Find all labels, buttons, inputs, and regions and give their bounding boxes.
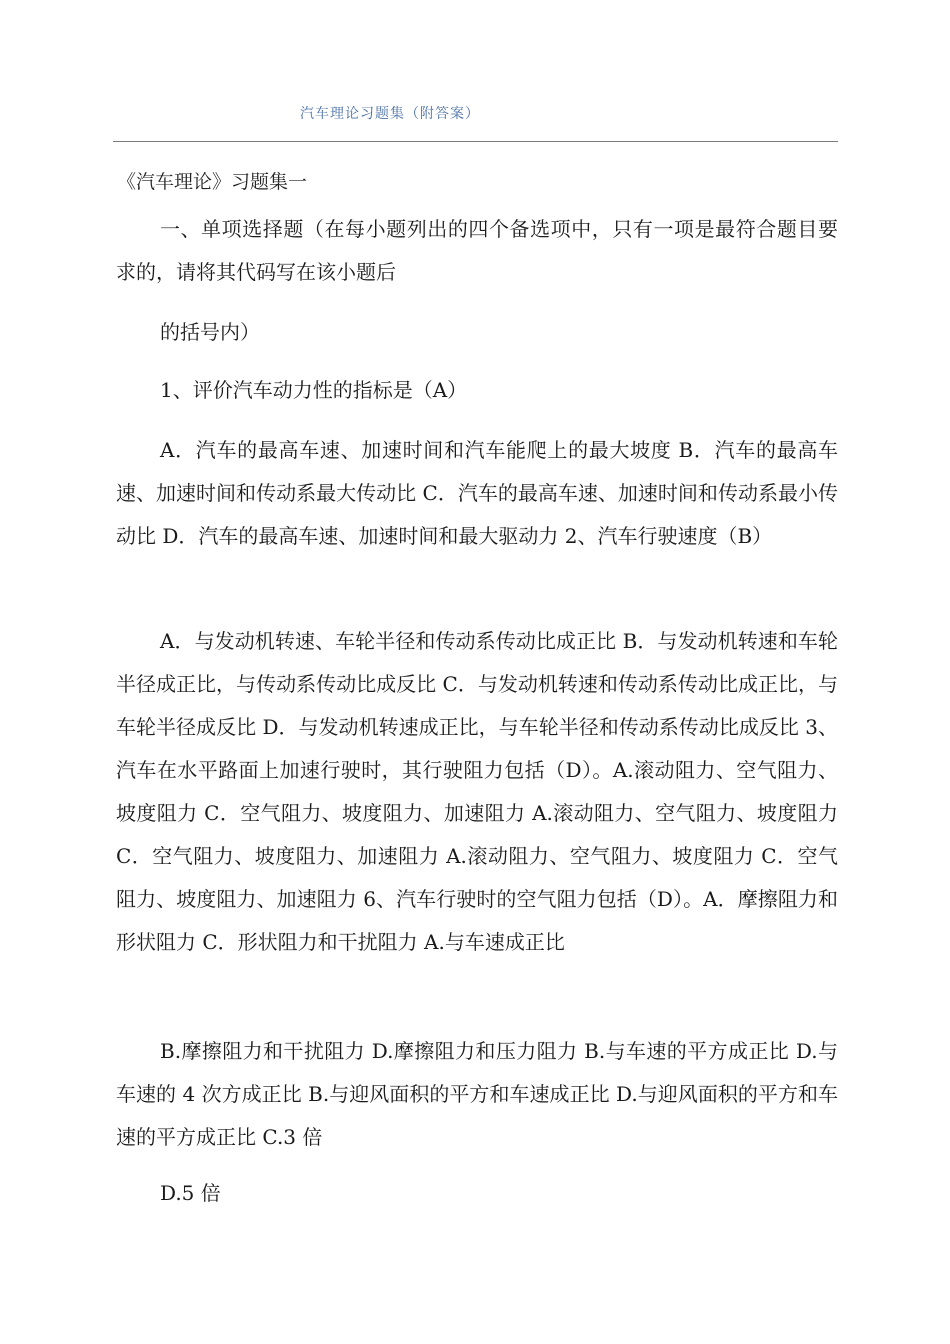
document-title: 《汽车理论》习题集一 [117, 171, 308, 193]
question-option-d: D.5 倍 [160, 1181, 221, 1205]
question-1: 1、评价汽车动力性的指标是（A） [160, 378, 468, 402]
question-1-options: A．汽车的最高车速、加速时间和汽车能爬上的最大坡度 B．汽车的最高车速、加速时间和传动系最大传动比 C．汽车的最高车速、加速时间和传动系最小传动比 D．汽车的最高车速、加速时间和最大驱动力 2、汽车行驶速度（B） [116, 438, 838, 548]
header-divider [113, 141, 838, 142]
section-instruction: 一、单项选择题（在每小题列出的四个备选项中，只有一项是最符合题目要求的，请将其代码写在该小题后 [116, 217, 838, 284]
question-options-block: B.摩擦阻力和干扰阻力 D.摩擦阻力和压力阻力 B.与车速的平方成正比 D.与车速的 4 次方成正比 B.与迎风面积的平方和车速成正比 D.与迎风面积的平方和车速的平方成正比 C.3 倍 [116, 1039, 838, 1149]
section-instruction-continued: 的括号内） [160, 320, 260, 344]
question-2-options: A．与发动机转速、车轮半径和传动系传动比成正比 B．与发动机转速和车轮半径成正比，与传动系传动比成反比 C．与发动机转速和传动系传动比成正比，与车轮半径成反比 D．与发动机转速成正比，与车轮半径和传动系传动比成反比 3、汽车在水平路面上加速行驶时，其行驶阻力包括（D）。A.滚动阻力、空气阻力、坡度阻力 C．空气阻力、坡度阻力、加速阻力 A.滚动阻力、空气阻力、坡度阻力 C．空气阻力、坡度阻力、加速阻力 A.滚动阻力、空气阻力、坡度阻力 C．空气阻力、坡度阻力、加速阻力 6、汽车行驶时的空气阻力包括（D）。A．摩擦阻力和形状阻力 C．形状阻力和干扰阻力 A.与车速成正比 [116, 629, 838, 954]
running-header: 汽车理论习题集（附答案） [300, 106, 480, 122]
